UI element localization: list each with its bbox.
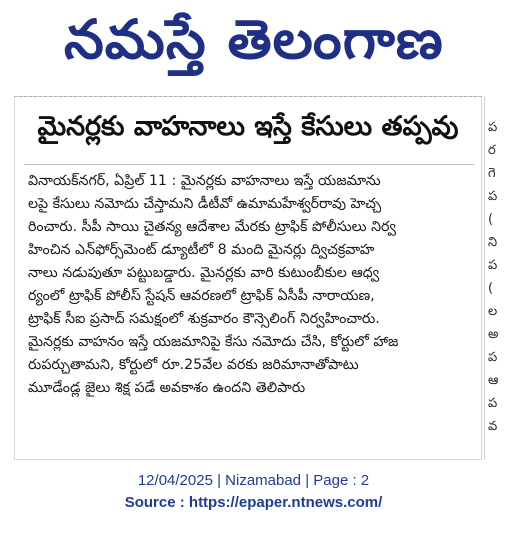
page-footer <box>0 470 507 514</box>
adjacent-glyph: వ <box>488 419 498 434</box>
adjacent-glyph: ప <box>488 189 498 204</box>
article-body <box>28 170 474 400</box>
masthead <box>0 0 507 78</box>
adjacent-glyph: ని <box>488 235 498 250</box>
adjacent-glyph: ( <box>488 212 494 227</box>
article-headline: మైనర్లకు వాహనాలు ఇస్తే కేసులు తప్పవు <box>37 111 459 142</box>
article-line: మైనర్లకు వాహనం ఇస్తే యజమానిపై కేసు నమోదు చేసి, కోర్టులో హాజ <box>28 334 399 350</box>
adjacent-glyph: ప <box>488 120 498 135</box>
adjacent-glyph: ప <box>488 258 498 273</box>
article-line: మూడేండ్ల జైలు శిక్ష పడే అవకాశం ఉందని తెలిపారు <box>28 380 306 396</box>
adjacent-glyph: ర <box>488 143 496 158</box>
edition-info: 12/04/2025 | Nizamabad | Page : 2 <box>137 472 370 489</box>
adjacent-column-fragment <box>488 116 507 438</box>
source-link[interactable]: Source : https://epaper.ntnews.com/ <box>124 494 383 511</box>
article-line: ట్రాఫిక్ సీఐ ప్రసాద్ సమక్షంలో శుక్రవారం కౌన్సెలింగ్ నిర్వహించారు. <box>28 311 380 327</box>
article-line: రించారు. సీపీ సాయి చైతన్య ఆదేశాల మేరకు ట్రాఫిక్ పోలీసులు నిర్వ <box>28 219 396 235</box>
adjacent-glyph: ( <box>488 281 494 296</box>
article-line: వినాయక్‌నగర్, ఏప్రిల్ 11 : మైనర్లకు వాహనాలు ఇస్తే యజమాను <box>28 173 381 189</box>
clipping-top-rule <box>14 96 482 98</box>
adjacent-glyph: ప <box>488 350 498 365</box>
masthead-title: నమస్తే తెలంగాణ <box>63 7 444 71</box>
adjacent-glyph: అ <box>488 327 499 342</box>
article-line: లపై కేసులు నమోదు చేస్తామని డీటీవో ఉమామహేశ్వర్‌రావు హెచ్చ <box>28 196 382 212</box>
article-line: నాలు నడుపుతూ పట్టుబడ్డారు. మైనర్లకు వారి కుటుంబీకుల ఆధ్వ <box>28 265 380 281</box>
adjacent-glyph: ల <box>488 304 498 319</box>
adjacent-glyph: ప <box>488 396 498 411</box>
adjacent-glyph: ఆ <box>488 373 499 388</box>
article-line: రుపర్చుతామని, కోర్టులో రూ.25వేల వరకు జరిమానాతోపాటు <box>28 357 359 373</box>
article-line: ర్యంలో ట్రాఫిక్ పోలీస్ స్టేషన్ ఆవరణలో ట్రాఫిక్ ఏసీపీ నారాయణ, <box>28 288 375 304</box>
article-line: హించిన ఎన్‌ఫోర్స్‌మెంట్ డ్యూటీలో 8 మంది మైనర్లు ద్విచక్రవాహ <box>28 242 375 258</box>
column-divider <box>484 96 485 460</box>
headline-divider <box>24 164 474 165</box>
adjacent-glyph: గె <box>488 166 496 181</box>
